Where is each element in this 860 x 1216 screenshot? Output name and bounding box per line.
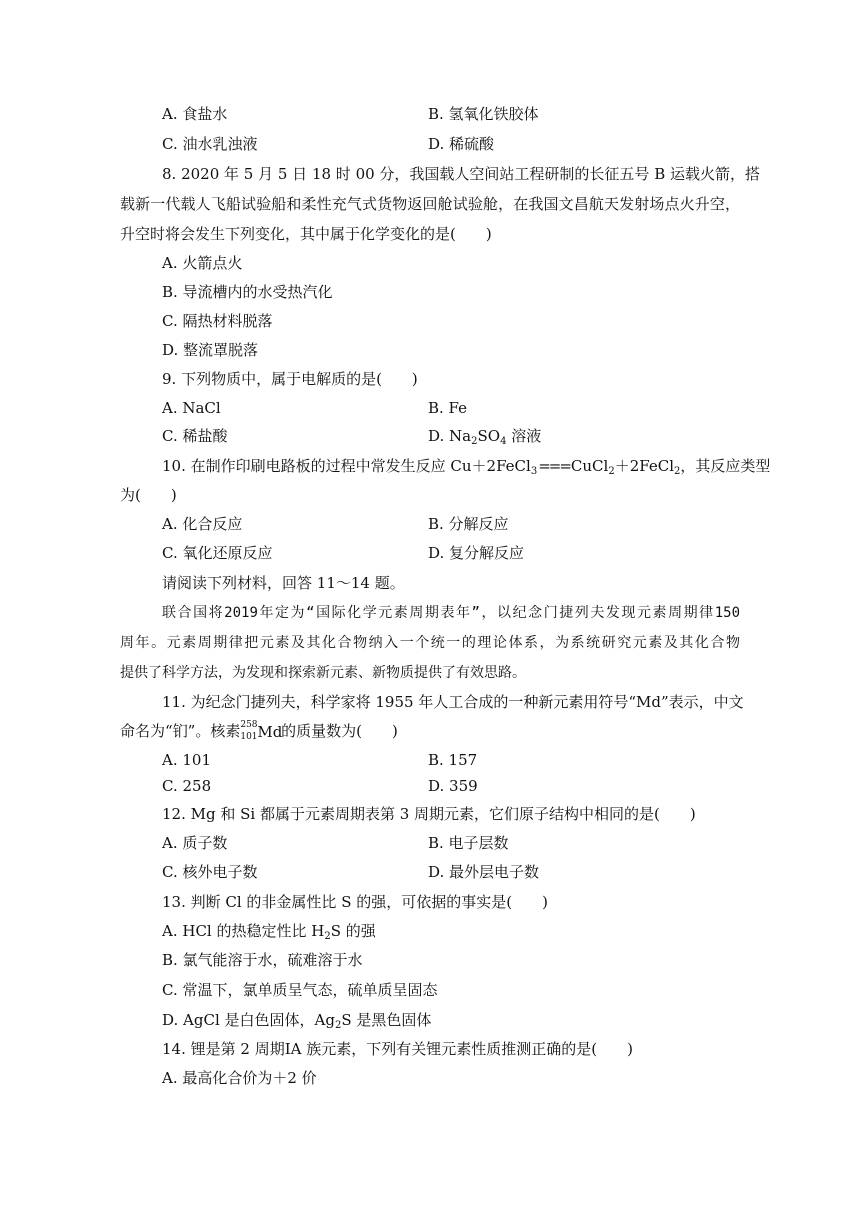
q9-stem: 9. 下列物质中，属于电解质的是( ) (162, 370, 418, 388)
q11-option-d: D. 359 (428, 777, 478, 795)
passage-line2: 周年。元素周期律把元素及其化合物纳入一个统一的理论体系，为系统研究元素及其化合物 (120, 635, 740, 651)
passage-line1: 联合国将2019年定为“国际化学元素周期表年”，以纪念门捷列夫发现元素周期律150 (162, 605, 740, 621)
passage-line3: 提供了科学方法，为发现和探索新元素、新物质提供了有效思路。 (120, 665, 526, 681)
nuclide-symbol: Md (257, 723, 283, 741)
q7-option-d: D. 稀硫酸 (428, 135, 495, 153)
reading-intro: 请阅读下列材料，回答 11～14 题。 (162, 574, 405, 592)
q9-option-b: B. Fe (428, 399, 468, 417)
q13-option-b: B. 氯气能溶于水，硫难溶于水 (162, 951, 363, 969)
q10-option-d: D. 复分解反应 (428, 544, 525, 562)
q11-stem-line1: 11. 为纪念门捷列夫，科学家将 1955 年人工合成的一种新元素用符号“Md”表示，中文 (162, 693, 744, 711)
q12-option-b: B. 电子层数 (428, 834, 509, 852)
nuclide-mass-number: 258 (240, 720, 258, 730)
q8-option-b: B. 导流槽内的水受热汽化 (162, 283, 333, 301)
q8-option-d: D. 整流罩脱落 (162, 341, 259, 359)
q11-stem-line2: 命名为“钔”。核素 258 101 Md 的质量数为( ) (120, 720, 398, 742)
q13-option-c: C. 常温下，氯单质呈气态，硫单质呈固态 (162, 981, 438, 999)
q12-option-a: A. 质子数 (162, 834, 228, 852)
q8-stem-line2: 载新一代载人飞船试验船和柔性充气式货物返回舱试验舱，在我国文昌航天发射场点火升空， (120, 195, 740, 213)
q8-option-c: C. 隔热材料脱落 (162, 312, 273, 330)
q8-stem-line3: 升空时将会发生下列变化，其中属于化学变化的是( ) (120, 225, 492, 243)
q13-option-d: D. AgCl 是白色固体，$Ag_2S$ 是黑色固体 (162, 1011, 432, 1031)
q10-option-c: C. 氧化还原反应 (162, 544, 273, 562)
q11-option-b: B. 157 (428, 751, 478, 769)
q7-option-a: A. 食盐水 (162, 105, 228, 123)
q11-option-a: A. 101 (162, 751, 211, 769)
q10-stem-line2: 为( ) (120, 486, 177, 504)
q8-stem-line1: 8. 2020 年 5 月 5 日 18 时 00 分，我国载人空间站工程研制的长征五号 B 运载火箭，搭 (162, 165, 760, 183)
nuclide-atomic-number: 101 (240, 732, 258, 742)
q10-option-b: B. 分解反应 (428, 515, 509, 533)
q13-option-a: A. HCl 的热稳定性比 $H_2S$ 的强 (162, 922, 376, 942)
q7-option-b: B. 氢氧化铁胶体 (428, 105, 539, 123)
q7-option-c: C. 油水乳浊液 (162, 135, 258, 153)
q9-option-a: A. NaCl (162, 399, 221, 417)
q13-stem: 13. 判断 Cl 的非金属性比 S 的强，可依据的事实是( ) (162, 893, 548, 911)
q11-option-c: C. 258 (162, 777, 212, 795)
q9-option-c: C. 稀盐酸 (162, 427, 228, 445)
q12-option-c: C. 核外电子数 (162, 863, 258, 881)
q10-stem-line1: 10. 在制作印刷电路板的过程中常发生反应 Cu＋2FeCl$_3$===CuCl$_2$＋2FeCl$_2$，其反应类型 (162, 457, 771, 477)
q8-option-a: A. 火箭点火 (162, 254, 243, 272)
q10-equals-sign: === (538, 457, 570, 475)
q14-option-a: A. 最高化合价为＋2 价 (162, 1069, 317, 1087)
nuclide-notation (240, 720, 283, 742)
q12-option-d: D. 最外层电子数 (428, 863, 540, 881)
q14-stem: 14. 锂是第 2 周期ⅠA 族元素，下列有关锂元素性质推测正确的是( ) (162, 1040, 633, 1058)
q9-option-d: D. $Na_2SO_4$ 溶液 (428, 427, 542, 447)
q12-stem: 12. Mg 和 Si 都属于元素周期表第 3 周期元素，它们原子结构中相同的是( ) (162, 805, 696, 823)
q10-option-a: A. 化合反应 (162, 515, 243, 533)
